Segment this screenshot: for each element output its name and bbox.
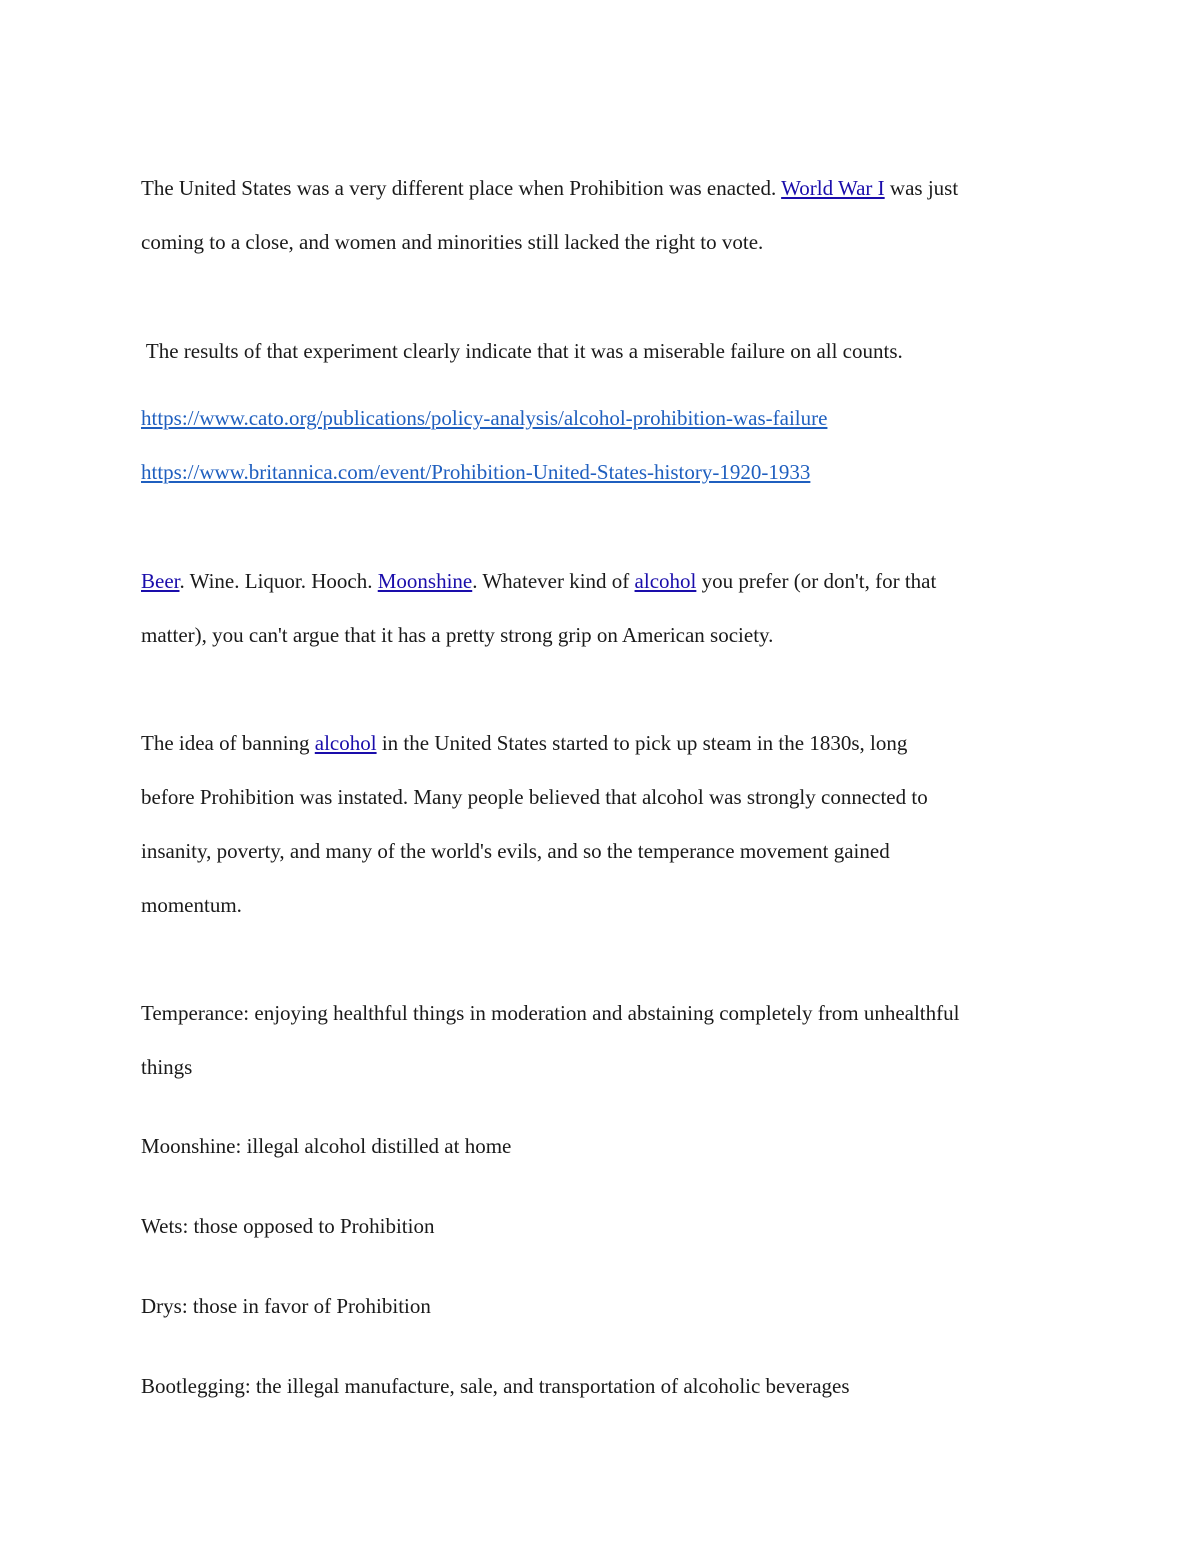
world-war-i-link[interactable]: World War I: [781, 176, 885, 200]
paragraph-4-line-4: momentum.: [141, 893, 242, 917]
paragraph-4-line-3: insanity, poverty, and many of the world's evils, and so the temperance movement gained: [141, 839, 890, 863]
beer-link[interactable]: Beer: [141, 569, 180, 593]
paragraph-3-text-b: . Whatever kind of: [472, 569, 635, 593]
definition-drys: Drys: those in favor of Prohibition: [141, 1294, 431, 1318]
paragraph-4-line-1: [141, 729, 907, 757]
definition-bootlegging: Bootlegging: the illegal manufacture, sale, and transportation of alcoholic beverages: [141, 1374, 850, 1398]
cato-url-link[interactable]: https://www.cato.org/publications/policy-analysis/alcohol-prohibition-was-failure: [141, 406, 828, 430]
paragraph-3-text-a: . Wine. Liquor. Hooch.: [179, 569, 378, 593]
alcohol-link[interactable]: alcohol: [634, 569, 697, 593]
definition-temperance-line-1: Temperance: enjoying healthful things in moderation and abstaining completely from unhealthful: [141, 1001, 960, 1025]
definition-moonshine: Moonshine: illegal alcohol distilled at home: [141, 1134, 512, 1158]
alcohol-link-2[interactable]: alcohol: [314, 731, 377, 755]
paragraph-3-text-c: you prefer (or don't, for that: [696, 569, 937, 593]
paragraph-1-text-start: The United States was a very different place when Prohibition was enacted.: [141, 176, 782, 200]
paragraph-1-text-end: was just: [884, 176, 959, 200]
paragraph-3-line-2: matter), you can't argue that it has a pretty strong grip on American society.: [141, 623, 774, 647]
moonshine-link[interactable]: Moonshine: [377, 569, 473, 593]
paragraph-1-line-2: coming to a close, and women and minorities still lacked the right to vote.: [141, 230, 764, 254]
paragraph-4-line-2: before Prohibition was instated. Many people believed that alcohol was strongly connected to: [141, 785, 928, 809]
reference-line-cato: [141, 404, 827, 432]
britannica-url-link[interactable]: https://www.britannica.com/event/Prohibition-United-States-history-1920-1933: [141, 460, 811, 484]
paragraph-1-line-1: [141, 174, 958, 202]
paragraph-4-text-end: in the United States started to pick up steam in the 1830s, long: [376, 731, 908, 755]
definition-temperance-line-2: things: [141, 1055, 193, 1079]
paragraph-2: The results of that experiment clearly indicate that it was a miserable failure on all counts.: [141, 339, 903, 363]
definition-wets: Wets: those opposed to Prohibition: [141, 1214, 435, 1238]
reference-line-britannica: [141, 458, 810, 486]
paragraph-4-text-start: The idea of banning: [141, 731, 315, 755]
paragraph-3-line-1: [141, 567, 936, 595]
